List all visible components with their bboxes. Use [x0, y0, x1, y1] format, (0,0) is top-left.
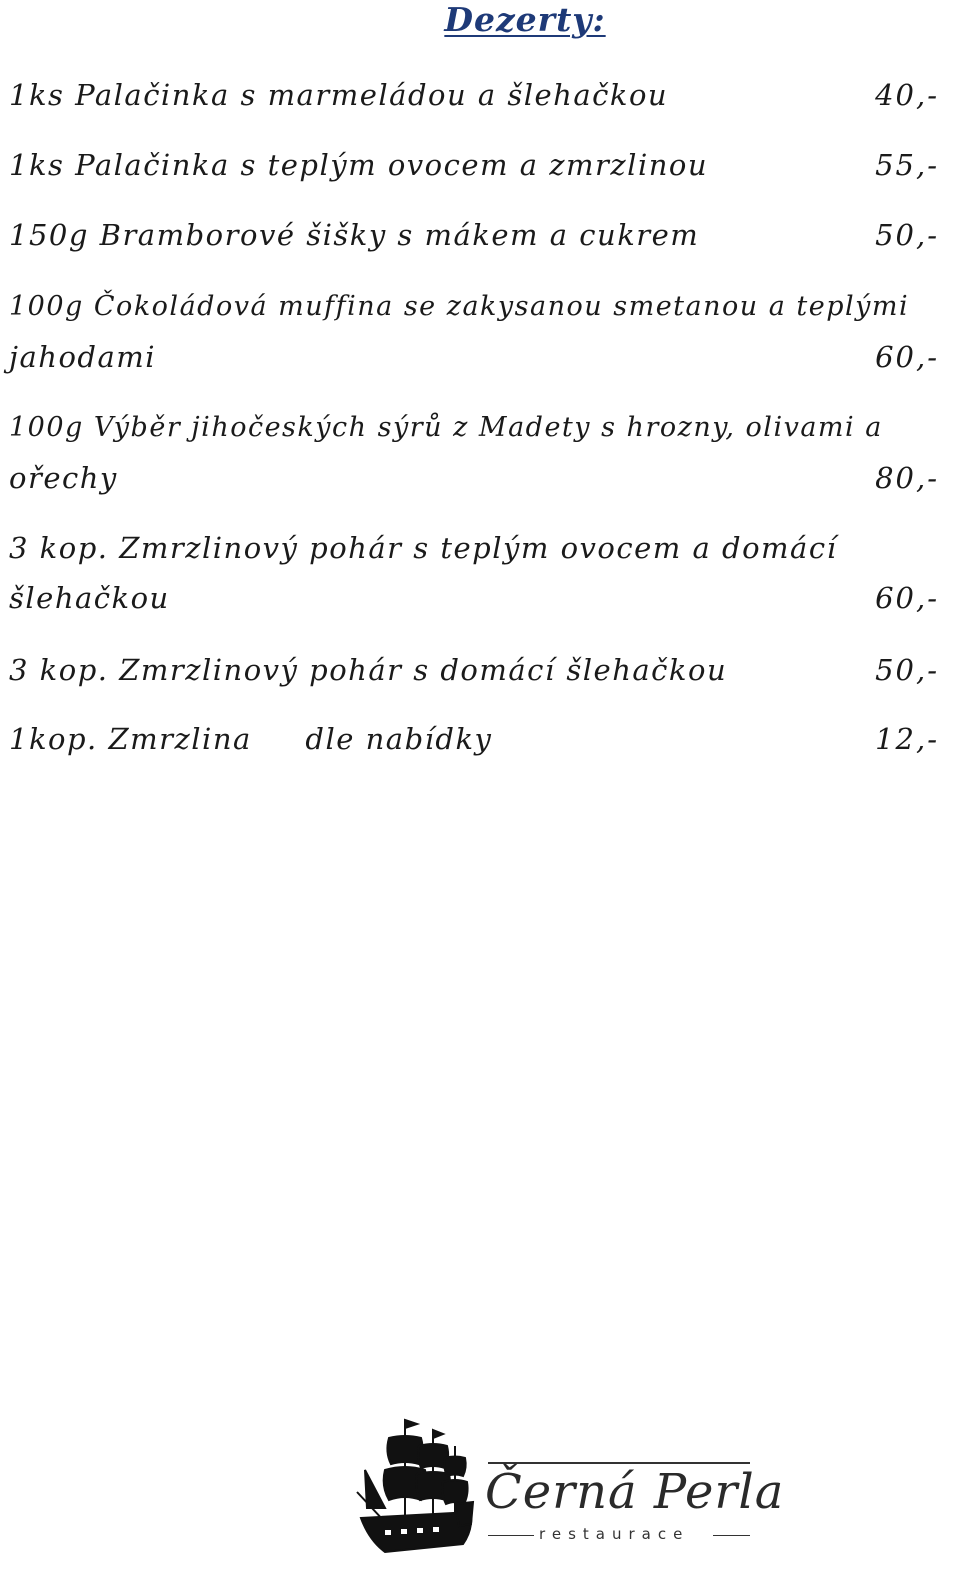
- menu-item: [9, 645, 939, 695]
- menu-item-price: 60,-: [875, 581, 939, 615]
- menu-item-line: [9, 523, 939, 573]
- menu-item-name: 3 kop. Zmrzlinový pohár s teplým ovocem a domácí: [9, 531, 838, 565]
- menu-item-name: 3 kop. Zmrzlinový pohár s domácí šlehačkou: [9, 653, 728, 687]
- menu-item-name-cont: šlehačkou: [9, 581, 170, 615]
- menu-item-name: 1ks Palačinka s marmeládou a šlehačkou: [9, 78, 669, 112]
- menu-item-price: 50,-: [875, 653, 939, 687]
- menu-item: [9, 210, 939, 260]
- menu-item: [9, 523, 939, 623]
- logo-rule-left: [488, 1535, 534, 1536]
- menu-item-line: [9, 403, 939, 453]
- title-text: Dezerty:: [444, 0, 606, 39]
- menu-item: [9, 714, 939, 764]
- menu-item-price: 12,-: [875, 722, 939, 756]
- menu-item-name: 1ks Palačinka s teplým ovocem a zmrzlinou: [9, 148, 709, 182]
- menu-item-name: 150g Bramborové šišky s mákem a cukrem: [9, 218, 700, 252]
- menu-item-line: [9, 714, 939, 764]
- logo-name: Černá Perla: [485, 1464, 785, 1520]
- pirate-ship-icon: [355, 1412, 480, 1572]
- menu-item: [9, 140, 939, 190]
- menu-item-price: 55,-: [875, 148, 939, 182]
- menu-item-line: [9, 453, 939, 503]
- menu-item-price: 60,-: [875, 340, 939, 374]
- menu-item-line: [9, 573, 939, 623]
- logo-subtitle: restaurace: [539, 1525, 690, 1543]
- menu-item-line: [9, 210, 939, 260]
- menu-item-name: 100g Výběr jihočeských sýrů z Madety s hrozny, olivami a: [9, 412, 883, 443]
- menu-item-line: [9, 282, 939, 332]
- menu-item: [9, 403, 939, 503]
- menu-item-line: [9, 645, 939, 695]
- menu-item-line: [9, 70, 939, 120]
- page-title: [0, 0, 960, 40]
- menu-item-line: [9, 332, 939, 382]
- menu-item: [9, 282, 939, 382]
- menu-item-price: 80,-: [875, 461, 939, 495]
- menu-item-price: 40,-: [875, 78, 939, 112]
- menu-item-line: [9, 140, 939, 190]
- menu-item-price: 50,-: [875, 218, 939, 252]
- logo-rule-right: [713, 1535, 750, 1536]
- menu-item-name-cont: ořechy: [9, 461, 118, 495]
- restaurant-logo: [355, 1412, 785, 1572]
- menu-item-name: 1kop. Zmrzlina dle nabídky: [9, 722, 493, 756]
- menu-item-name-cont: jahodami: [9, 340, 157, 374]
- menu-item-name: 100g Čokoládová muffina se zakysanou smetanou a teplými: [9, 291, 910, 322]
- menu-item: [9, 70, 939, 120]
